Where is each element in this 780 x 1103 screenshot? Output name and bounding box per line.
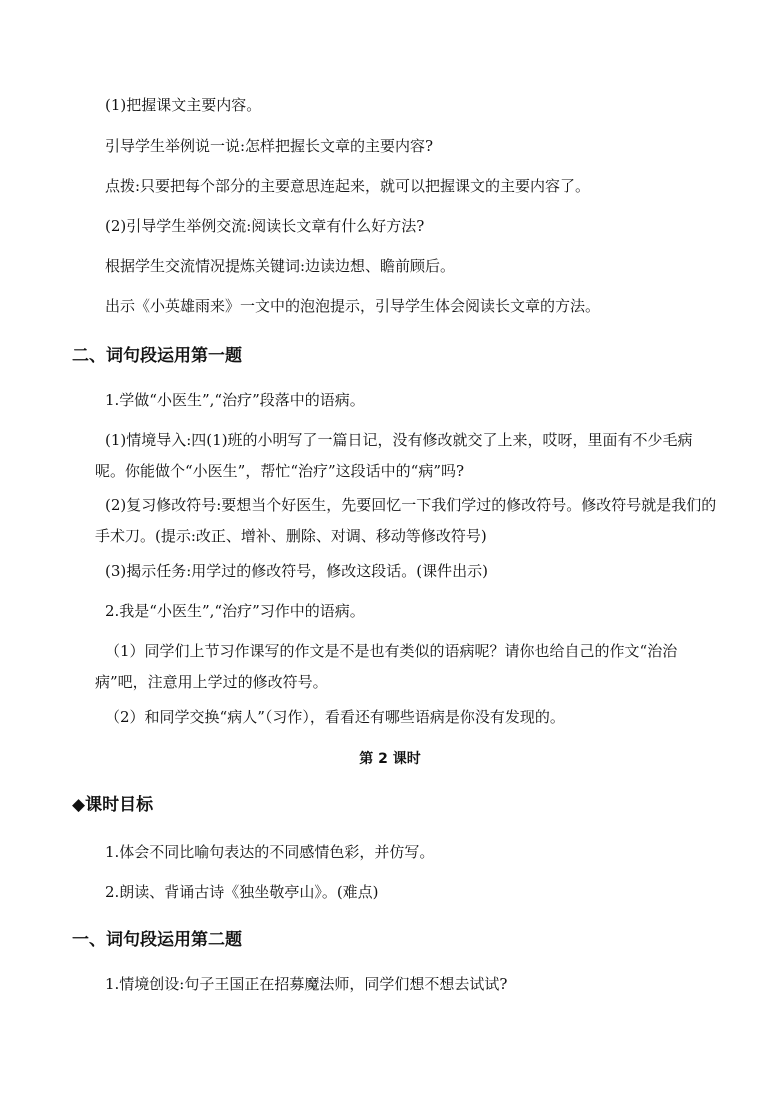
section-heading: 一、词句段运用第二题: [72, 930, 242, 950]
goal-item: 2.朗读、背诵古诗《独坐敬亭山》。(难点): [105, 883, 379, 901]
paragraph: 1.学做“小医生”,“治疗”段落中的语病。: [105, 391, 365, 409]
paragraph: (3)揭示任务:用学过的修改符号，修改这段话。(课件出示): [105, 562, 489, 580]
paragraph: 1.情境创设:句子王国正在招募魔法师，同学们想不想去试试?: [105, 975, 508, 993]
paragraph: 根据学生交流情况提炼关键词:边读边想、瞻前顾后。: [105, 257, 456, 275]
paragraph: (1)把握课文主要内容。: [105, 96, 262, 114]
paragraph: 点拨:只要把每个部分的主要意思连起来，就可以把握课文的主要内容了。: [105, 177, 591, 195]
paragraph: (2)引导学生举例交流:阅读长文章有什么好方法?: [105, 217, 425, 235]
lesson-title: 第 2 课时: [359, 751, 421, 767]
goal-heading: ◆课时目标: [72, 795, 154, 815]
paragraph: （1）同学们上节习作课写的作文是不是也有类似的语病呢？请你也给自己的作文“治治病”吧，注意用上学过的修改符号。: [95, 642, 678, 691]
paragraph: (1)情境导入:四(1)班的小明写了一篇日记，没有修改就交了上来，哎呀，里面有不少毛病呢。你能做个“小医生”，帮忙“治疗”这段话中的“病”吗?: [95, 431, 693, 480]
goal-item: 1.体会不同比喻句表达的不同感情色彩，并仿写。: [105, 843, 435, 861]
paragraph: 2.我是“小医生”,“治疗”习作中的语病。: [105, 602, 365, 620]
paragraph: 引导学生举例说一说:怎样把握长文章的主要内容?: [105, 137, 434, 155]
section-heading: 二、词句段运用第一题: [72, 346, 242, 366]
paragraph: (2)复习修改符号:要想当个好医生，先要回忆一下我们学过的修改符号。修改符号就是我们的手术刀。(提示:改正、增补、删除、对调、移动等修改符号): [95, 496, 717, 545]
paragraph: （2）和同学交换“病人”（习作），看看还有哪些语病是你没有发现的。: [105, 708, 565, 726]
paragraph: 出示《小英雄雨来》一文中的泡泡提示，引导学生体会阅读长文章的方法。: [105, 297, 601, 315]
